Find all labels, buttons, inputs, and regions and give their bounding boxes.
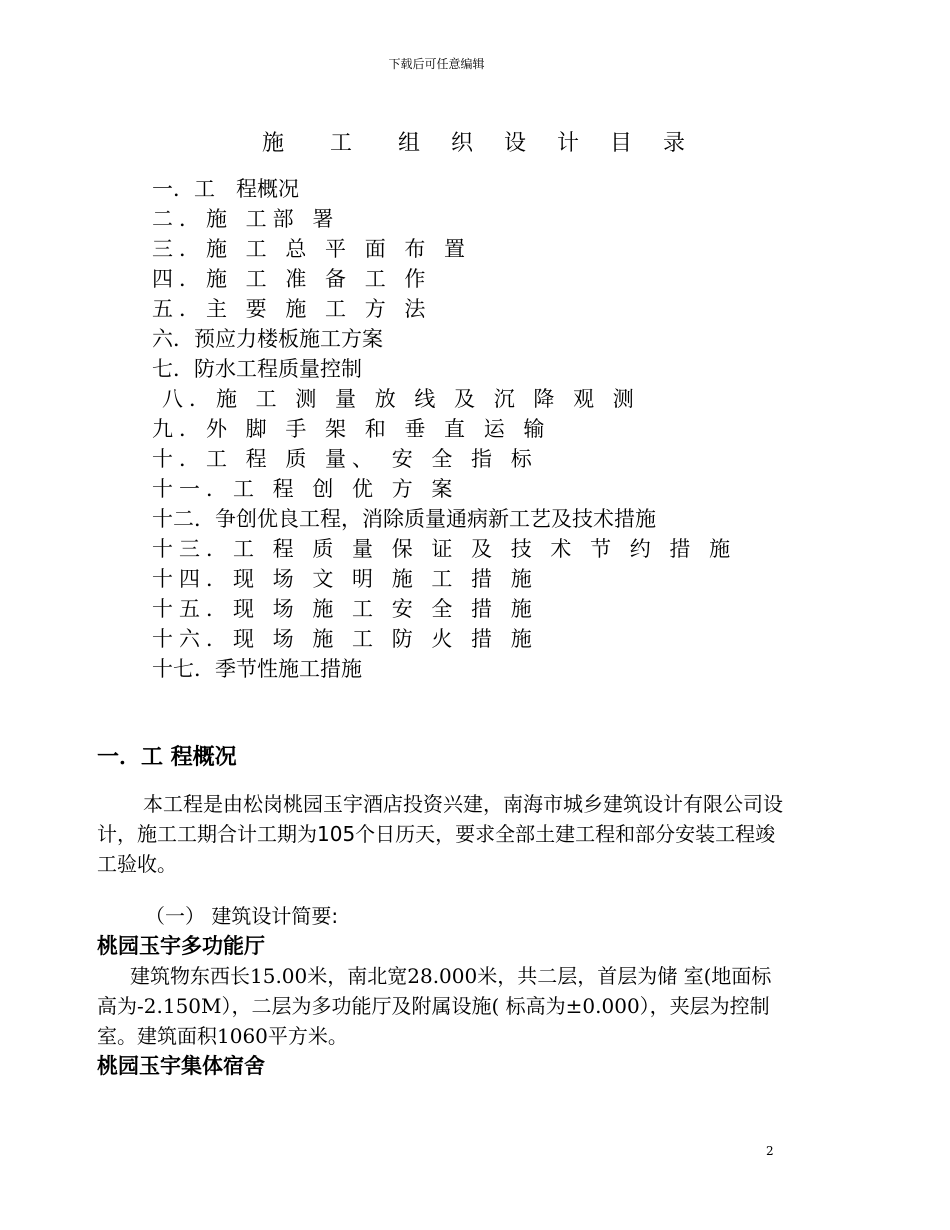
toc-item: 十三．工 程 质 量 保 证 及 技 术 节 约 措 施 <box>152 537 737 561</box>
toc-item: 二．施 工部 署 <box>152 207 340 231</box>
toc-item: 十四．现 场 文 明 施 工 措 施 <box>152 567 538 591</box>
table-of-contents <box>152 174 736 684</box>
page-number: 2 <box>766 1144 774 1158</box>
toc-title: 施 工 组 织 设 计 目 录 <box>262 131 697 156</box>
toc-item: 十二．争创优良工程，消除质量通病新工艺及技术措施 <box>152 507 656 531</box>
toc-item: 十五．现 场 施 工 安 全 措 施 <box>152 597 538 621</box>
toc-item: 十一．工 程 创 优 方 案 <box>152 477 459 501</box>
building-heading: 桃园玉宇集体宿舍 <box>97 1054 265 1078</box>
toc-item: 九．外 脚 手 架 和 垂 直 运 输 <box>152 417 551 441</box>
toc-item: 十．工 程 质 量、 安 全 指 标 <box>152 447 538 471</box>
toc-item: 四．施 工 准 备 工 作 <box>152 267 432 291</box>
sub-heading: （一） 建筑设计简要: <box>145 904 339 928</box>
toc-item: 十六．现 场 施 工 防 火 措 施 <box>152 627 538 651</box>
section-heading: 一．工 程概况 <box>97 745 237 770</box>
intro-paragraph: 本工程是由松岗桃园玉宇酒店投资兴建，南海市城乡建筑设计有限公司设计，施工工期合计工期为105个日历天，要求全部土建工程和部分安装工程竣工验收。 <box>97 792 783 876</box>
toc-item: 五．主 要 施 工 方 法 <box>152 297 432 321</box>
building-description: 建筑物东西长15.00米，南北宽28.000米，共二层，首层为储 室(地面标高为-2.150M），二层为多功能厅及附属设施( 标高为±0.000），夹层为控制室。建筑面积1060平方米。 <box>97 964 772 1048</box>
toc-item: 六．预应力楼板施工方案 <box>152 327 383 351</box>
toc-item: 七．防水工程质量控制 <box>152 357 362 381</box>
toc-item: 十七．季节性施工措施 <box>152 657 362 681</box>
toc-item: 一．工 程概况 <box>152 177 299 201</box>
toc-item: 三．施 工 总 平 面 布 置 <box>152 237 472 261</box>
header-note: 下载后可任意编辑 <box>388 57 485 71</box>
toc-item: 八．施 工 测 量 放 线 及 沉 降 观 测 <box>162 387 640 411</box>
building-heading: 桃园玉宇多功能厅 <box>97 934 265 958</box>
